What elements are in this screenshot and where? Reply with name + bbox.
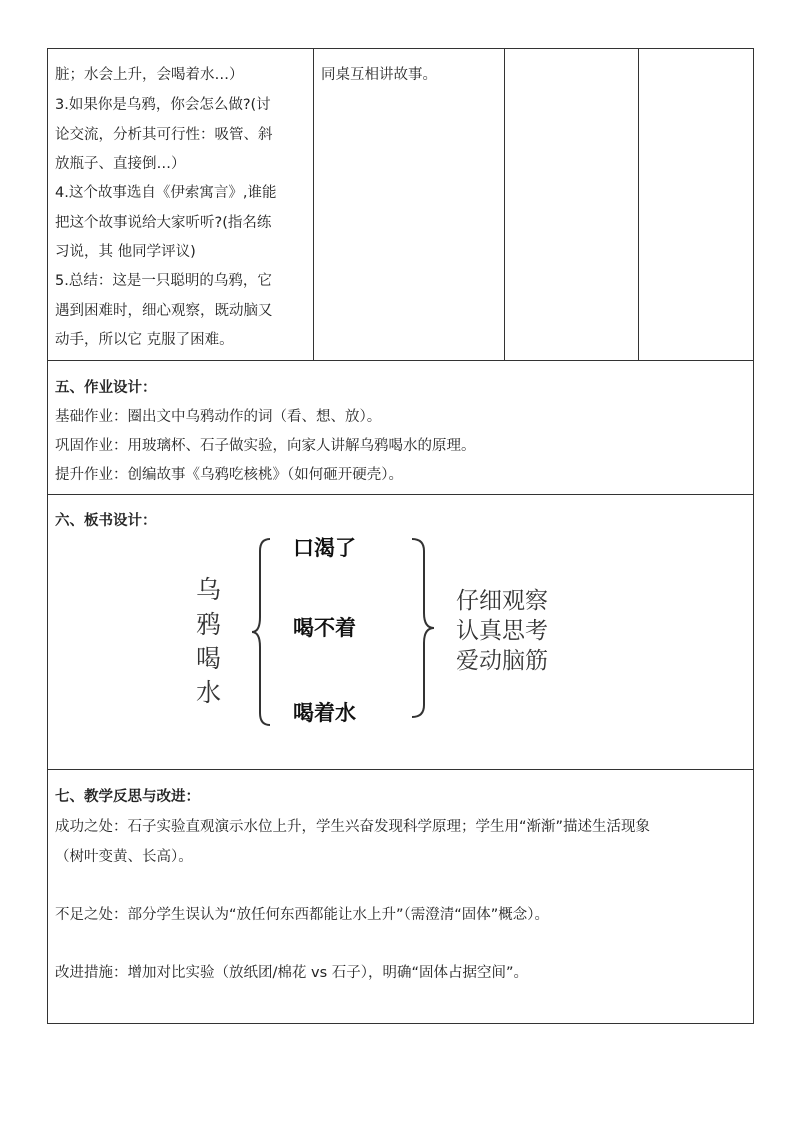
- reflection-shortcoming: 不足之处：部分学生误认为“放任何东西都能让水上升”（需澄清“固体”概念）。: [55, 907, 550, 923]
- board-step-drinks-water: 喝着水: [293, 700, 356, 725]
- board-quality-observe: 仔细观察: [456, 588, 548, 614]
- process-line: 4.这个故事选自《伊索寓言》,谁能: [55, 185, 277, 201]
- process-line: 放瓶子、直接倒…）: [55, 156, 186, 172]
- process-line: 3.如果你是乌鸦，你会怎么做?(讨: [55, 97, 271, 113]
- reflection-heading: 七、教学反思与改进：: [55, 789, 200, 805]
- board-step-thirsty: 口渴了: [293, 535, 356, 560]
- process-line: 动手，所以它 克服了困难。: [55, 332, 234, 348]
- board-title-char: 水: [196, 678, 222, 707]
- row-divider-homework: [47, 360, 754, 361]
- board-quality-think: 认真思考: [456, 618, 548, 644]
- column-divider-3: [638, 48, 639, 361]
- reflection-success-line: 成功之处：石子实验直观演示水位上升，学生兴奋发现科学原理；学生用“渐渐”描述生活现象: [55, 819, 651, 835]
- homework-item-basic: 基础作业：圈出文中乌鸦动作的词（看、想、放）。: [55, 409, 382, 425]
- board-step-cannot-drink: 喝不着: [293, 615, 356, 640]
- reflection-success-line: （树叶变黄、长高）。: [55, 849, 193, 865]
- process-line: 5.总结：这是一只聪明的乌鸦，它: [55, 273, 272, 289]
- process-line: 习说，其 他同学评议): [55, 244, 196, 260]
- process-line: 论交流，分析其可行性：吸管、斜: [55, 127, 273, 143]
- homework-heading: 五、作业设计：: [55, 380, 157, 396]
- board-quality-brain: 爱动脑筋: [456, 648, 548, 674]
- reflection-improvement: 改进措施：增加对比实验（放纸团/棉花 vs 石子），明确“固体占据空间”。: [55, 965, 529, 981]
- row-divider-board: [47, 494, 754, 495]
- row-divider-reflection: [47, 769, 754, 770]
- column-divider-1: [313, 48, 314, 361]
- process-line: 把这个故事说给大家听听?(指名练: [55, 215, 272, 231]
- board-title-char: 鸦: [196, 610, 222, 639]
- left-curly-brace: [248, 535, 274, 729]
- student-activity-text: 同桌互相讲故事。: [321, 67, 437, 83]
- process-line: 脏；水会上升，会喝着水…）: [55, 67, 244, 83]
- board-title-char: 喝: [196, 644, 222, 673]
- board-heading: 六、板书设计：: [55, 513, 157, 529]
- right-curly-brace: [408, 535, 438, 721]
- homework-item-advanced: 提升作业：创编故事《乌鸦吃核桃》（如何砸开硬壳）。: [55, 467, 403, 483]
- board-title-char: 乌: [196, 575, 222, 604]
- column-divider-2: [504, 48, 505, 361]
- homework-item-consolidate: 巩固作业：用玻璃杯、石子做实验，向家人讲解乌鸦喝水的原理。: [55, 438, 476, 454]
- process-line: 遇到困难时，细心观察，既动脑又: [55, 303, 273, 319]
